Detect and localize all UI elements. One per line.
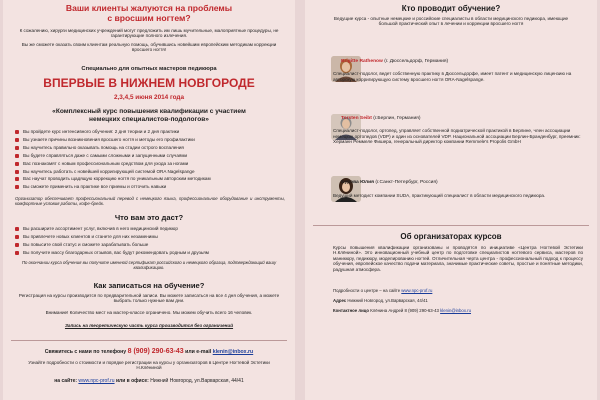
list-item: Вы сможете применить на практике все приемы и отточить навыки: [13, 183, 289, 191]
org-contact-email[interactable]: klenin@inbox.ru: [440, 308, 471, 313]
list-item: Вы узнаете причины возникновения вросшего ногтя и методы его профилактики: [13, 136, 289, 144]
person-2-desc: Специалист-подолог, ортопед, управляет собственной подиатрической практикой в Берлине, член ассоциации немецких ортопедов (VDP) и один из основателей VDP. Национальной ассоциации Берлин-Бранденбург, преемник: Херманн Реммеле Фишера, генеральный директор компании Remmele's Propolis GmbH: [333, 128, 581, 145]
person-3-name: [341, 180, 438, 185]
results-list: [13, 225, 289, 257]
main-heading-line-2: с вросшим ногтем?: [107, 13, 191, 23]
office-label: или в офисе:: [115, 378, 149, 384]
left-divider: [11, 340, 287, 341]
list-item: Вы повысите свой статус и сможете зарабатывать больше: [13, 241, 289, 249]
contact-line: [3, 348, 295, 355]
org-heading: Об организаторах курсов: [400, 232, 502, 241]
list-item: Вы расширите ассортимент услуг, включив в него медицинский педикюр: [13, 225, 289, 233]
person-2-place: (г.Берлин, Германия): [373, 116, 421, 121]
course-title: [3, 108, 295, 124]
who-heading: Кто проводит обучение?: [401, 4, 501, 13]
person-2-name-text: Torsten Seibt: [341, 116, 372, 121]
contact-label: Свяжитесь с нами по телефону: [44, 349, 127, 355]
list-item: Вы пройдете курс интенсивного обучения: 2 дня теории и 2 дня практики: [13, 128, 289, 136]
right-page: [305, 0, 597, 400]
org-site-line: [333, 288, 583, 293]
list-item: Вас познакомят с новым профессиональным средством для ухода за ногами: [13, 160, 289, 168]
intro-paragraph-1: К сожалению, хирурги медицинских учреждений могут предложить им лишь мучительные, малоприятные процедуры, не гарантирующие полного излечения.: [19, 28, 279, 39]
benefits-list: [13, 128, 289, 191]
right-divider: [313, 225, 589, 226]
org-paragraph: Курсы повышения квалификации организованы и проводятся по инициативе «Центра Ногтевой Эстетики Н.Клёниной». Это инновационный учебный центр по подготовке специалистов ногтевого сервиса, мастеров по маникюру, педикюру, моделированию ногтей. Отличительная черта центра - профессиональный подход к процессу обучения, европейское качество подачи материала, значимые практические советы, простые и понятные методики, радушная атмосфера.: [333, 245, 583, 272]
what-gives-heading: Что вам это даст?: [114, 213, 184, 222]
org-contact-line: [333, 308, 583, 313]
attention-note: Внимание! Количество мест на мастер-классе ограничено. Мы можем обучить всего 16 человек.: [45, 310, 253, 315]
person-1-place: (г. Дюссельдорф, Германия): [384, 59, 449, 64]
organizer-note: Организатор обеспечивает профессиональный перевод с немецкого языка, профессиональное оборудование и инструменты, комфортные условия работы, кофе-брейк.: [15, 196, 285, 207]
person-1-name: [341, 59, 448, 64]
banner-title: ВПЕРВЫЕ В НИЖНЕМ НОВГОРОДЕ: [43, 76, 255, 90]
org-address-line: [333, 298, 583, 303]
main-heading-line-1: Ваши клиенты жалуются на проблемы: [65, 3, 233, 13]
details-paragraph: Узнайте подробности о стоимости и порядке регистрации на курсы у организаторов в Центре Ногтевой Эстетики Н.Клёниной: [28, 360, 270, 371]
org-address: Нижний Новгород, ул.Варварская, 44/41: [347, 298, 428, 303]
site-label: на сайте:: [54, 378, 78, 384]
email-label: или e-mail: [185, 349, 212, 355]
intro-paragraph-2: Вы же сможете оказать своим клиентам реальную помощь, обучившись новейшим европейским методикам коррекции вросшего ногтя!: [21, 42, 277, 53]
phone-number[interactable]: 8 (909) 290-63-43: [127, 348, 184, 355]
site-link[interactable]: www.npc-prof.ru: [78, 378, 115, 384]
list-item: Вас научат проводить щадящую коррекцию ногтя по уникальным авторским методикам: [13, 175, 289, 183]
person-3-place: (г.Санкт-Петербург, Россия): [375, 180, 438, 185]
register-paragraph: Регистрация на курсы производится по предварительной записи. Вы можете записаться на все 4 дня обучения, а можете выбрать только нужные вам дни.: [18, 293, 280, 304]
list-item: Вы будете справляться даже с самыми сложными и запущенными случаями: [13, 152, 289, 160]
course-title-line-1: «Комплексный курс повышения квалификации с участием: [52, 108, 246, 115]
theory-note: Запись на теоретическую часть курса производится без ограничений: [64, 323, 234, 328]
specially-note: Специально для опытных мастеров педикюра: [81, 66, 217, 72]
org-address-label: Адрес: [333, 298, 347, 303]
person-3-desc: Ведущий методист компании SUDA, практикующий специалист в области медицинского педикюра.: [333, 193, 546, 198]
certificate-note: По окончании курса обучения вы получите именной сертификат российского и немецкого образца, подтверждающий вашу квалификацию.: [21, 260, 277, 271]
person-2-name: [341, 116, 420, 121]
person-3-name-text: Бурова Юлия: [341, 180, 374, 185]
email-link[interactable]: klenin@inbox.ru: [212, 349, 254, 355]
list-item: Вы научитесь работать с новейшей корригирующей системой ORA Nagelspange: [13, 168, 289, 176]
office-address: Нижний Новгород, ул.Варварская, 44/41: [150, 378, 244, 384]
how-register-heading: Как записаться на обучение?: [93, 281, 205, 290]
event-dates: 2,3,4,5 июня 2014 года: [113, 94, 185, 101]
org-contact-label: Контактное лицо: [333, 308, 370, 313]
site-line: [3, 378, 295, 384]
course-title-line-2: немецких специалистов-подологов»: [89, 116, 209, 123]
list-item: Вы научитесь правильно оказывать помощь на стадии острого воспаления: [13, 144, 289, 152]
org-site-label: Подробности о центре – на сайте: [333, 288, 401, 293]
main-heading: [3, 3, 295, 23]
left-page: [3, 0, 295, 400]
org-site-link[interactable]: www.npc-prof.ru: [401, 288, 433, 293]
person-1-desc: Специалист-подолог, ведет собственную практику в Дюссельдорфе, имеет патент и медицинскую лицензию на авторскую корригирующую систему вросшего ногтя ORA-Nagelspange.: [333, 71, 572, 82]
who-intro: Ведущие курса - опытные немецкие и российские специалисты в области медицинского педикюра, имеющие большой практический опыт в лечении и коррекции вросшего ногтя: [333, 16, 569, 27]
list-item: Вы получите массу благодарных отзывов, вас будут рекомендовать родным и друзьям: [13, 249, 289, 257]
list-item: Вы привлечете новых клиентов и станете для них незаменимы: [13, 233, 289, 241]
person-1-name-text: Brigitte Rathenow: [341, 59, 383, 64]
org-contact-person: Клёнина Андрей 8 (909) 290-63-43: [370, 308, 439, 313]
